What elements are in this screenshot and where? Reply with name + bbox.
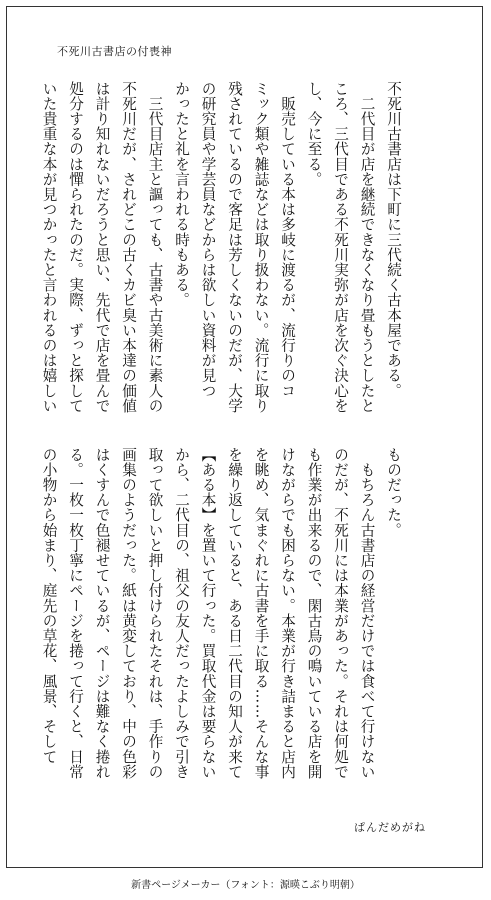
text-column: の研究員や学芸員などからは欲しい資料が見つ <box>199 81 217 399</box>
text-column: かったと礼を言われる時もある。 <box>173 81 190 308</box>
footer-credit: 新書ページメーカー（フォント：源暎こぶり明朝） <box>131 880 360 891</box>
text-column: ミック類や雑誌などは取り扱わない。流行に取り <box>252 81 270 414</box>
text-column: 残されているので客足は芳しくないのだが、大学 <box>226 81 243 414</box>
text-column: の小物から始まり、庭先の草花、風景、そして <box>40 447 58 765</box>
text-column: 画集のようだった。紙は黄変しており、中の色彩 <box>120 447 137 780</box>
text-column: から、二代目の、祖父の友人だったよしみで引き <box>173 447 190 780</box>
text-column: 販売している本は多岐に渡るが、流行りのコ <box>279 81 296 399</box>
text-column: ころ、三代目である不死川実弥が店を次ぐ決心を <box>332 81 349 414</box>
text-column: 取って欲しいと押し付けられたそれは、手作りの <box>146 447 164 780</box>
text-column: いた貴重な本が見つかったと言われるのは嬉しい <box>40 81 58 414</box>
text-column: 三代目店主と謳っても、古書や古美術に素人の <box>146 81 164 414</box>
text-column: を眺め、気まぐれに古書を手に取る……そんな事 <box>252 447 270 780</box>
text-column: のだが、不死川には本業があった。それは何処で <box>332 447 349 780</box>
text-column: けながらでも困らない。本業が行き詰まると店内 <box>279 447 296 780</box>
text-column: も作業が出来るので、閑古鳥の鳴いている店を開 <box>305 447 323 780</box>
text-column: 処分するのは憚られたのだ。実際、ずっと探して <box>67 81 84 414</box>
author-name: ぱんだめがね <box>354 821 426 834</box>
book-page <box>6 6 483 868</box>
body-text-upper <box>35 81 406 414</box>
text-column: はくすんで色褪せているが、ページは難なく捲れ <box>93 447 111 780</box>
text-column: を繰り返していると、ある日二代目の知人が来て <box>226 447 243 780</box>
text-column: 不死川古書店は下町に三代続く古本屋である。 <box>385 81 402 399</box>
text-column: 【ある本】を置いて行った。買取代金は要らない <box>199 447 217 780</box>
book-title: 不死川古書店の付喪神 <box>57 45 172 58</box>
text-column: もちろん古書店の経営だけでは食べて行けない <box>358 447 376 780</box>
body-text-lower <box>35 447 406 780</box>
text-column: し、今に至る。 <box>305 81 323 187</box>
text-column: 二代目が店を継続できなくなり畳もうとしたと <box>358 81 376 414</box>
text-column: 不死川だが、されどこの古くカビ臭い本達の価値 <box>120 81 137 414</box>
text-column: は計り知れないだろうと思い、先代で店を畳んで <box>93 81 111 414</box>
text-column: ものだった。 <box>385 447 402 538</box>
text-column: る。一枚一枚丁寧にページを捲って行くと、日常 <box>67 447 84 780</box>
